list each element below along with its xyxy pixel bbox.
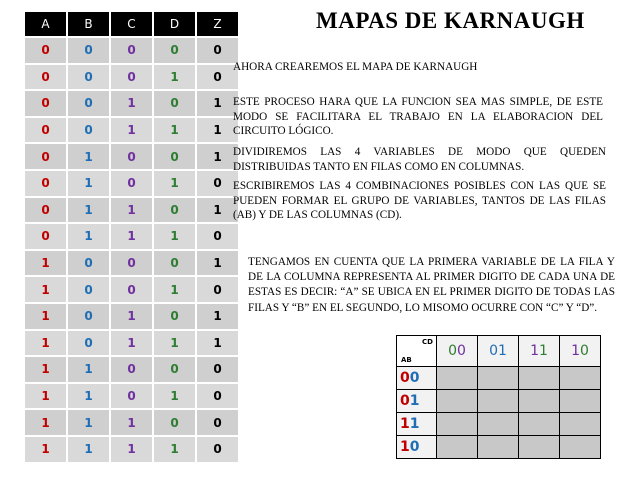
- kmap-col-header: [437, 336, 478, 367]
- table-row: [25, 409, 238, 436]
- kmap-row: [397, 436, 601, 459]
- kmap-cell: [478, 436, 519, 459]
- cell-c: 1: [110, 330, 153, 357]
- kmap-col-digit-1: 1: [571, 343, 580, 359]
- kmap-col-label: CD: [422, 338, 433, 346]
- cell-c: 0: [110, 143, 153, 170]
- kmap-col-digit-1: 1: [530, 343, 539, 359]
- cell-b: 0: [67, 276, 110, 303]
- cell-d: 1: [153, 223, 196, 250]
- cell-z: 0: [196, 64, 238, 91]
- cell-c: 1: [110, 117, 153, 144]
- cell-d: 1: [153, 436, 196, 462]
- cell-b: 1: [67, 170, 110, 197]
- cell-b: 1: [67, 143, 110, 170]
- cell-b: 0: [67, 330, 110, 357]
- cell-c: 1: [110, 223, 153, 250]
- table-row: [25, 330, 238, 357]
- cell-a: 0: [25, 90, 67, 117]
- cell-z: 1: [196, 250, 238, 277]
- cell-b: 0: [67, 37, 110, 64]
- cell-d: 1: [153, 170, 196, 197]
- kmap-cell: [478, 413, 519, 436]
- header-z: Z: [196, 12, 238, 37]
- cell-a: 0: [25, 117, 67, 144]
- table-row: [25, 276, 238, 303]
- truth-table-header-row: [25, 12, 238, 37]
- kmap-cell: [437, 413, 478, 436]
- cell-a: 1: [25, 436, 67, 462]
- kmap-col-digit-2: 1: [498, 343, 507, 359]
- kmap-col-digit-2: 1: [539, 343, 548, 359]
- cell-b: 0: [67, 303, 110, 330]
- kmap-header-row: [397, 336, 601, 367]
- cell-d: 0: [153, 90, 196, 117]
- cell-d: 1: [153, 383, 196, 410]
- cell-b: 1: [67, 356, 110, 383]
- cell-c: 0: [110, 276, 153, 303]
- kmap-cell: [478, 367, 519, 390]
- kmap-col-digit-2: 0: [580, 343, 589, 359]
- kmap-cell: [560, 413, 601, 436]
- cell-a: 0: [25, 170, 67, 197]
- cell-a: 1: [25, 409, 67, 436]
- kmap-corner: [397, 336, 437, 367]
- kmap-col-digit-1: 0: [448, 343, 457, 359]
- cell-a: 1: [25, 276, 67, 303]
- cell-c: 1: [110, 303, 153, 330]
- cell-b: 1: [67, 197, 110, 224]
- cell-a: 1: [25, 330, 67, 357]
- cell-c: 1: [110, 197, 153, 224]
- table-row: [25, 383, 238, 410]
- header-c: C: [110, 12, 153, 37]
- kmap-row-header: [397, 436, 437, 459]
- cell-a: 1: [25, 383, 67, 410]
- cell-a: 0: [25, 64, 67, 91]
- digit-order-paragraph: TENGAMOS EN CUENTA QUE LA PRIMERA VARIABLE DE LA FILA Y DE LA COLUMNA REPRESENTA AL PRIMER DIGITO DE CADA UNA DE ESTAS ES DECIR: “A” SE UBICA EN EL PRIMER DIGITO DE TODAS LAS FILAS Y “B” EN EL SEGUNDO, LO MISOMO OCURRE CON “C” Y “D”.: [248, 256, 615, 314]
- intro-paragraph: AHORA CREAREMOS EL MAPA DE KARNAUGH: [233, 61, 478, 73]
- cell-b: 0: [67, 250, 110, 277]
- karnaugh-map-body: [397, 336, 601, 459]
- kmap-row-digit-1: 0: [400, 393, 410, 409]
- cell-b: 0: [67, 90, 110, 117]
- cell-b: 1: [67, 223, 110, 250]
- kmap-cell: [519, 390, 560, 413]
- cell-z: 1: [196, 303, 238, 330]
- kmap-col-header: [560, 336, 601, 367]
- kmap-row-digit-2: 1: [409, 393, 420, 409]
- cell-d: 1: [153, 117, 196, 144]
- table-row: [25, 90, 238, 117]
- cell-d: 0: [153, 197, 196, 224]
- combinations-paragraph: ESCRIBIREMOS LAS 4 COMBINACIONES POSIBLES CON LAS QUE SE PUEDEN FORMAR EL GRUPO DE VARIABLES, TANTOS DE LAS FILAS (AB) Y DE LAS COLUMNAS (CD).: [233, 180, 606, 221]
- cell-z: 1: [196, 330, 238, 357]
- table-row: [25, 143, 238, 170]
- page-title: MAPAS DE KARNAUGH: [316, 8, 585, 33]
- cell-a: 0: [25, 37, 67, 64]
- kmap-cell: [560, 367, 601, 390]
- kmap-row-header: [397, 390, 437, 413]
- cell-b: 0: [67, 117, 110, 144]
- table-row: [25, 170, 238, 197]
- purpose-paragraph: ESTE PROCESO HARA QUE LA FUNCION SEA MAS SIMPLE, DE ESTE MODO SE FACILITARA EL TRABAJO EN LA ELABORACION DEL CIRCUITO LÓGICO.: [233, 96, 603, 137]
- cell-z: 1: [196, 197, 238, 224]
- table-row: [25, 64, 238, 91]
- kmap-cell: [437, 390, 478, 413]
- truth-table: [25, 12, 238, 462]
- cell-c: 1: [110, 90, 153, 117]
- kmap-row-digit-1: 1: [400, 416, 410, 432]
- kmap-row: [397, 413, 601, 436]
- cell-d: 0: [153, 303, 196, 330]
- cell-a: 1: [25, 303, 67, 330]
- cell-a: 0: [25, 197, 67, 224]
- cell-b: 1: [67, 383, 110, 410]
- cell-b: 0: [67, 64, 110, 91]
- cell-z: 0: [196, 356, 238, 383]
- table-row: [25, 436, 238, 462]
- kmap-row-digit-1: 1: [400, 439, 410, 455]
- header-b: B: [67, 12, 110, 37]
- cell-b: 1: [67, 436, 110, 462]
- cell-d: 1: [153, 64, 196, 91]
- header-d: D: [153, 12, 196, 37]
- kmap-cell: [437, 436, 478, 459]
- cell-z: 1: [196, 117, 238, 144]
- cell-d: 0: [153, 409, 196, 436]
- kmap-row: [397, 390, 601, 413]
- kmap-row-digit-2: 0: [409, 370, 420, 386]
- cell-z: 1: [196, 143, 238, 170]
- kmap-col-digit-1: 0: [489, 343, 498, 359]
- cell-z: 0: [196, 409, 238, 436]
- cell-z: 0: [196, 37, 238, 64]
- cell-c: 0: [110, 170, 153, 197]
- header-a: A: [25, 12, 67, 37]
- cell-z: 0: [196, 436, 238, 462]
- kmap-cell: [560, 436, 601, 459]
- kmap-row-header: [397, 367, 437, 390]
- cell-c: 0: [110, 37, 153, 64]
- table-row: [25, 197, 238, 224]
- table-row: [25, 37, 238, 64]
- truth-table-body: [25, 37, 238, 462]
- cell-z: 0: [196, 170, 238, 197]
- cell-a: 0: [25, 143, 67, 170]
- cell-d: 0: [153, 250, 196, 277]
- table-row: [25, 356, 238, 383]
- kmap-cell: [519, 413, 560, 436]
- table-row: [25, 303, 238, 330]
- kmap-row-digit-2: 1: [409, 416, 420, 432]
- kmap-row-digit-1: 0: [400, 370, 410, 386]
- cell-z: 0: [196, 276, 238, 303]
- cell-c: 0: [110, 250, 153, 277]
- kmap-col-header: [519, 336, 560, 367]
- cell-c: 1: [110, 409, 153, 436]
- kmap-cell: [437, 367, 478, 390]
- kmap-col-digit-2: 0: [457, 343, 466, 359]
- cell-a: 0: [25, 223, 67, 250]
- cell-c: 1: [110, 436, 153, 462]
- cell-z: 0: [196, 383, 238, 410]
- cell-a: 1: [25, 250, 67, 277]
- cell-d: 1: [153, 276, 196, 303]
- kmap-cell: [560, 390, 601, 413]
- cell-d: 0: [153, 356, 196, 383]
- kmap-col-header: [478, 336, 519, 367]
- kmap-row-digit-2: 0: [409, 439, 420, 455]
- cell-d: 1: [153, 330, 196, 357]
- kmap-cell: [478, 390, 519, 413]
- table-row: [25, 223, 238, 250]
- kmap-row-header: [397, 413, 437, 436]
- cell-d: 0: [153, 143, 196, 170]
- divide-variables-paragraph: DIVIDIREMOS LAS 4 VARIABLES DE MODO QUE QUEDEN DISTRIBUIDAS TANTO EN FILAS COMO EN COLUMNAS.: [233, 146, 606, 173]
- karnaugh-map: [396, 335, 601, 459]
- cell-d: 0: [153, 37, 196, 64]
- cell-a: 1: [25, 356, 67, 383]
- kmap-cell: [519, 367, 560, 390]
- kmap-row: [397, 367, 601, 390]
- cell-c: 0: [110, 64, 153, 91]
- cell-z: 1: [196, 90, 238, 117]
- cell-z: 0: [196, 223, 238, 250]
- kmap-row-label: AB: [401, 356, 412, 364]
- cell-c: 0: [110, 356, 153, 383]
- cell-b: 1: [67, 409, 110, 436]
- table-row: [25, 117, 238, 144]
- kmap-cell: [519, 436, 560, 459]
- table-row: [25, 250, 238, 277]
- cell-c: 0: [110, 383, 153, 410]
